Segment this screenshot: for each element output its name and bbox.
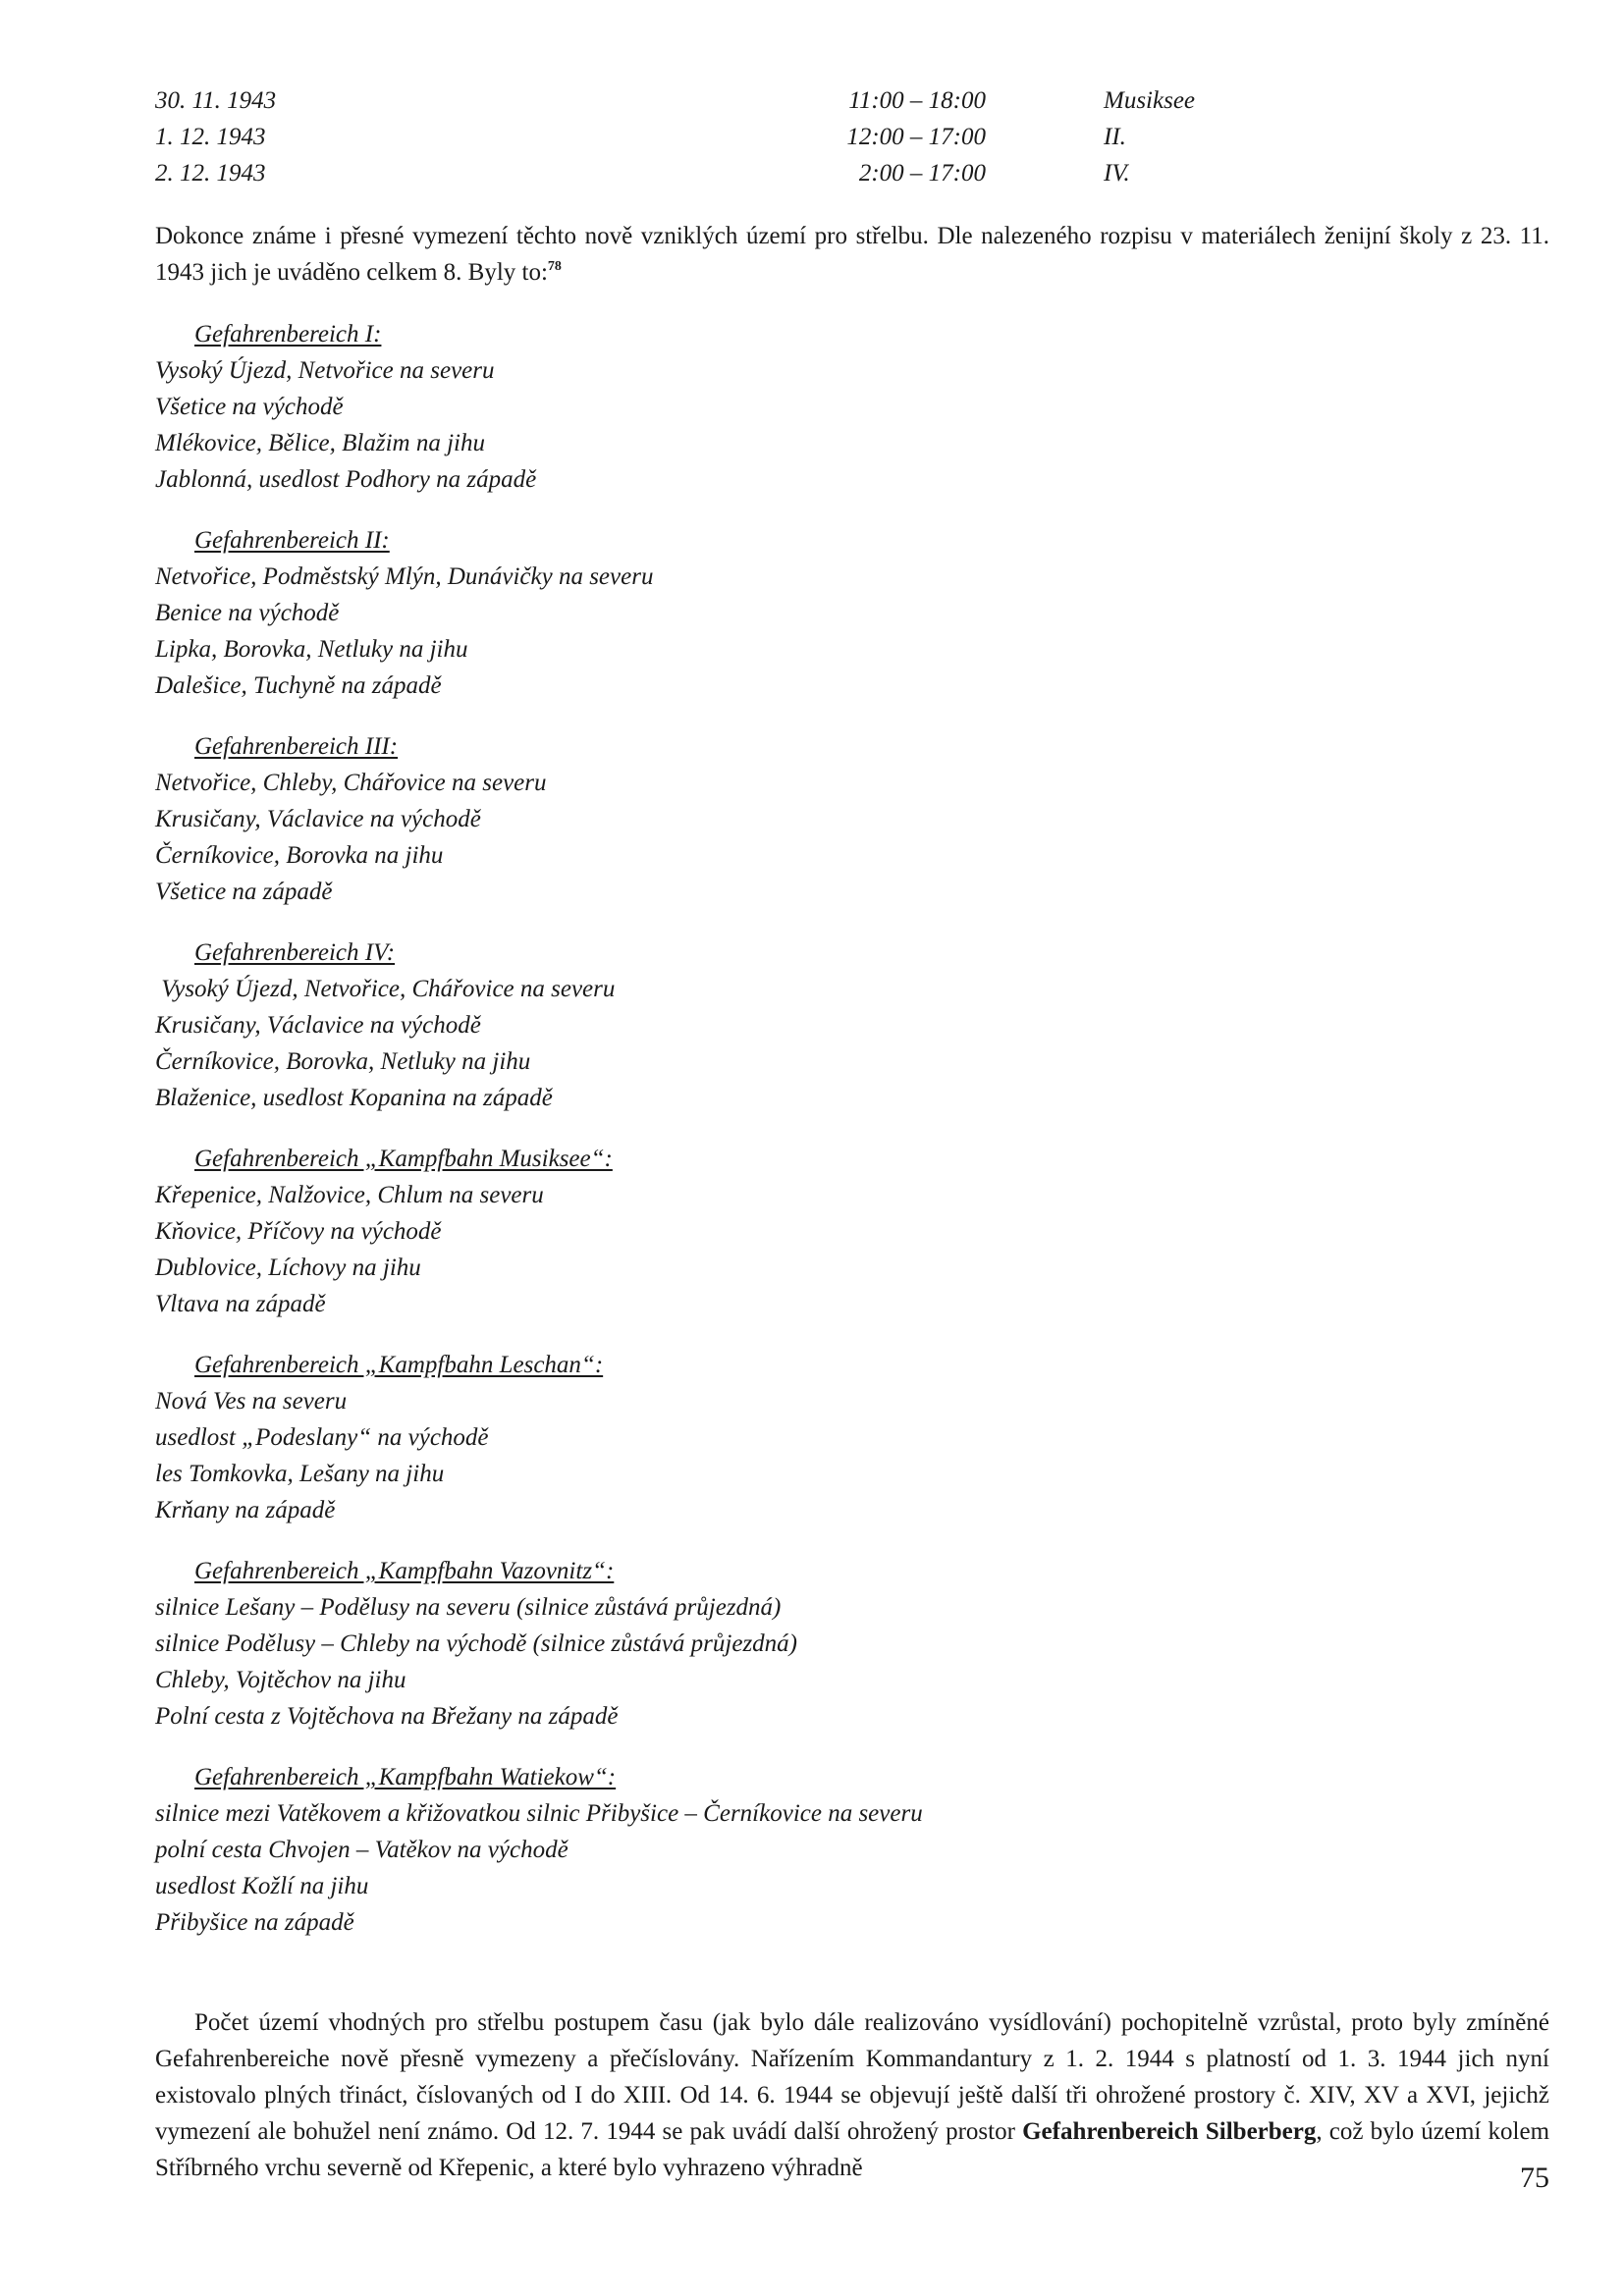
zone-block bbox=[155, 1347, 1549, 1528]
zone-line: silnice Lešany – Podělusy na severu (silnice zůstává průjezdná) bbox=[155, 1594, 782, 1621]
zone-line: Černíkovice, Borovka, Netluky na jihu bbox=[155, 1048, 531, 1075]
zone-line: Vysoký Újezd, Netvořice, Chářovice na severu bbox=[155, 976, 616, 1002]
zone-title: Gefahrenbereich IV: bbox=[194, 939, 396, 966]
zone-title: Gefahrenbereich II: bbox=[194, 527, 390, 554]
zone-line: Polní cesta z Vojtěchova na Břežany na západě bbox=[155, 1703, 619, 1730]
page-number: 75 bbox=[1520, 2162, 1549, 2194]
zone-title: Gefahrenbereich „Kampfbahn Vazovnitz“: bbox=[194, 1558, 615, 1584]
zone-line: Dublovice, Líchovy na jihu bbox=[155, 1255, 421, 1281]
schedule-row bbox=[155, 82, 1549, 119]
zone-line: Všetice na východě bbox=[155, 394, 344, 420]
intro-text: Dokonce známe i přesné vymezení těchto nově vzniklých území pro střelbu. Dle nalezeného rozpisu v materiálech ženijní školy z 23. 11. 1943 jich je uváděno celkem 8. Byly to: bbox=[155, 223, 1549, 286]
zone-block bbox=[155, 934, 1549, 1116]
schedule-row bbox=[155, 155, 1549, 191]
zone-block bbox=[155, 316, 1549, 498]
zone-line: silnice Podělusy – Chleby na východě (silnice zůstává průjezdná) bbox=[155, 1630, 798, 1657]
closing-paragraph bbox=[155, 2004, 1549, 2186]
zone-line: Dalešice, Tuchyně na západě bbox=[155, 672, 442, 699]
zone-line: Netvořice, Chleby, Chářovice na severu bbox=[155, 770, 547, 796]
schedule-date: 1. 12. 1943 bbox=[155, 124, 266, 150]
schedule-area: Musiksee bbox=[1104, 87, 1196, 114]
schedule-date: 30. 11. 1943 bbox=[155, 87, 277, 114]
zone-line: Krusičany, Václavice na východě bbox=[155, 806, 481, 832]
zone-line: Blaženice, usedlost Kopanina na západě bbox=[155, 1085, 553, 1111]
closing-bold-term: Gefahrenbereich Silberberg bbox=[1022, 2118, 1317, 2145]
intro-paragraph bbox=[155, 218, 1549, 291]
schedule-area: IV. bbox=[1104, 160, 1130, 187]
closing-text-before: Počet území vhodných pro střelbu postupem času (jak bylo dále realizováno vysídlování) pochopitelně vzrůstal, proto byly zmíněné Gefahrenbereiche nově přesně vymezeny a přečíslovány. Nařízením Kommandantury z 1. 2. 1944 s platností od 1. 3. 1944 jich nyní existovalo plných třináct, číslovaných od I do XIII. Od 14. 6. 1944 se objevují ještě další tři ohrožené prostory č. XIV, XV a XVI, jejichž vymezení ale bohužel není známo. Od 12. 7. 1944 se pak uvádí další ohrožený prostor bbox=[155, 2009, 1549, 2145]
zone-line: usedlost „Podeslany“ na východě bbox=[155, 1424, 489, 1451]
zone-line: les Tomkovka, Lešany na jihu bbox=[155, 1461, 445, 1487]
zone-line: Krusičany, Václavice na východě bbox=[155, 1012, 481, 1039]
schedule-time: 2:00 – 17:00 bbox=[858, 160, 986, 187]
zone-title: Gefahrenbereich „Kampfbahn Musiksee“: bbox=[194, 1146, 613, 1172]
schedule-time: 11:00 – 18:00 bbox=[848, 87, 986, 114]
zone-line: Lipka, Borovka, Netluky na jihu bbox=[155, 636, 468, 663]
zone-line: Krňany na západě bbox=[155, 1497, 336, 1523]
zone-line: silnice mezi Vatěkovem a křižovatkou silnic Přibyšice – Černíkovice na severu bbox=[155, 1800, 923, 1827]
zone-line: Přibyšice na západě bbox=[155, 1909, 354, 1936]
zone-line: Netvořice, Podměstský Mlýn, Dunávičky na severu bbox=[155, 563, 654, 590]
zone-line: Křepenice, Nalžovice, Chlum na severu bbox=[155, 1182, 544, 1208]
zone-line: polní cesta Chvojen – Vatěkov na východě bbox=[155, 1837, 568, 1863]
zone-line: Nová Ves na severu bbox=[155, 1388, 348, 1415]
zone-line: Černíkovice, Borovka na jihu bbox=[155, 842, 444, 869]
zone-title: Gefahrenbereich „Kampfbahn Watiekow“: bbox=[194, 1764, 617, 1790]
zone-block bbox=[155, 1759, 1549, 1941]
zone-line: Kňovice, Příčovy na východě bbox=[155, 1218, 442, 1245]
zone-line: Vltava na západě bbox=[155, 1291, 326, 1317]
zone-line: Jablonná, usedlost Podhory na západě bbox=[155, 466, 537, 493]
danger-zones-list bbox=[155, 316, 1549, 1965]
zone-line: Chleby, Vojtěchov na jihu bbox=[155, 1667, 406, 1693]
closing-text-after: , což bylo území kolem Stříbrného vrchu severně od Křepenic, a které bylo vyhrazeno výhradně bbox=[155, 2118, 1550, 2181]
schedule-row bbox=[155, 119, 1549, 155]
zone-line: Mlékovice, Bělice, Blažim na jihu bbox=[155, 430, 485, 456]
schedule-time: 12:00 – 17:00 bbox=[846, 124, 986, 150]
zone-block bbox=[155, 522, 1549, 704]
zone-title: Gefahrenbereich „Kampfbahn Leschan“: bbox=[194, 1352, 604, 1378]
footnote-marker: 78 bbox=[547, 259, 562, 274]
zone-line: Benice na východě bbox=[155, 600, 340, 626]
schedule-table bbox=[155, 82, 1549, 191]
zone-block bbox=[155, 728, 1549, 910]
zone-line: Vysoký Újezd, Netvořice na severu bbox=[155, 357, 495, 384]
zone-block bbox=[155, 1141, 1549, 1322]
schedule-date: 2. 12. 1943 bbox=[155, 160, 266, 187]
zone-line: Všetice na západě bbox=[155, 879, 333, 905]
zone-title: Gefahrenbereich III: bbox=[194, 733, 399, 760]
schedule-area: II. bbox=[1104, 124, 1126, 150]
zone-line: usedlost Kožlí na jihu bbox=[155, 1873, 369, 1899]
zone-title: Gefahrenbereich I: bbox=[194, 321, 382, 347]
zone-block bbox=[155, 1553, 1549, 1735]
